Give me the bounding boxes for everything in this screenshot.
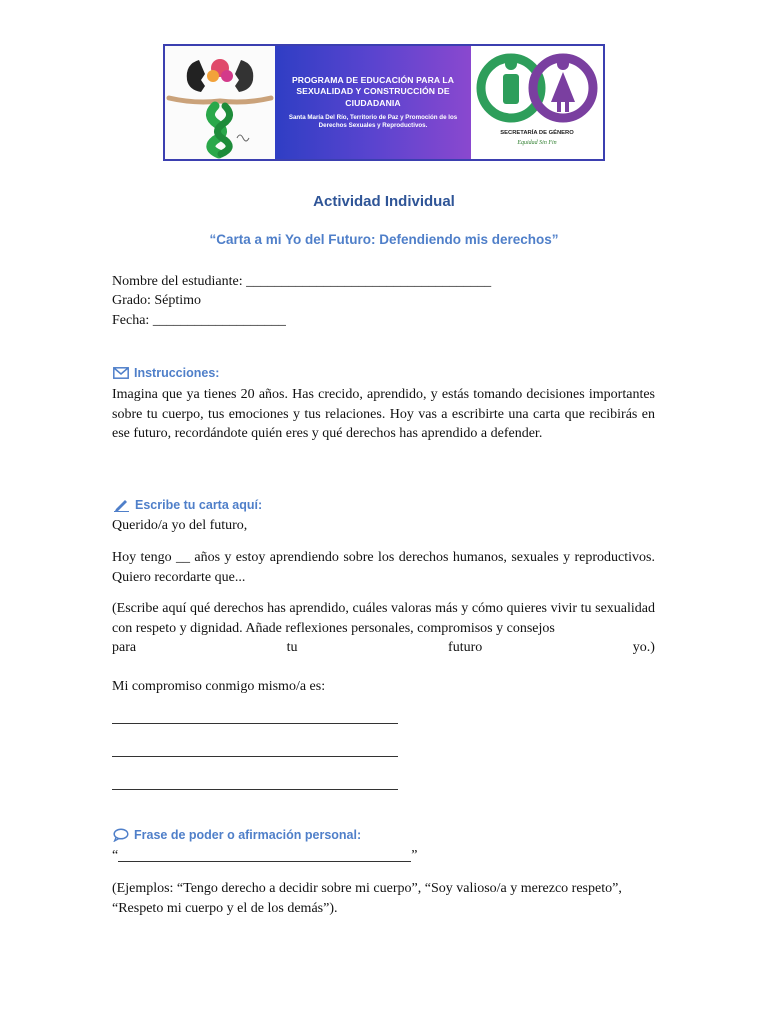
letter-greeting: Querido/a yo del futuro, <box>112 518 248 533</box>
letter-label: Escribe tu carta aquí: <box>135 497 263 512</box>
program-title-box <box>275 46 471 159</box>
profiles-illustration-icon <box>165 46 275 159</box>
instructions-label: Instrucciones: <box>134 366 220 380</box>
commitment-line-1[interactable] <box>112 723 398 724</box>
gender-equity-logo-icon <box>471 46 603 130</box>
commitment-line-3[interactable] <box>112 789 398 790</box>
instructions-text: Imagina que ya tienes 20 años. Has crecido, aprendido, y estás tomando decisiones importantes sobre tu cuerpo, tus emociones y tus relaciones. Hoy vas a escribirte una carta que recibirás en ese futuro, recordándote quién eres y qué derechos has aprendido a defender. <box>112 387 655 441</box>
word-para: para <box>112 640 137 655</box>
quote-open: “ <box>112 848 119 863</box>
commitment-line-2[interactable] <box>112 756 398 757</box>
letter-paragraph-2-last-line <box>112 638 655 658</box>
quote-close: ” <box>411 848 418 863</box>
equidad-label: Equidad Sin Fin <box>517 140 557 146</box>
affirmation-field <box>112 846 417 866</box>
student-name-field: Nombre del estudiante: ___________________________________ <box>112 274 492 289</box>
affirmation-examples: (Ejemplos: “Tengo derecho a decidir sobre mi cuerpo”, “Soy valioso/a y merezco respeto”, “Respeto mi cuerpo y el de los demás”). <box>112 881 622 916</box>
secretaria-label: SECRETARÍA DE GÉNERO <box>500 130 574 136</box>
program-subtitle: Santa María Del Río, Territorio de Paz y Promoción de los Derechos Sexuales y Reproductivos. <box>288 113 458 129</box>
envelope-icon <box>113 367 129 379</box>
word-futuro: futuro <box>448 640 483 655</box>
pen-writing-icon <box>113 497 130 512</box>
word-tu: tu <box>286 640 298 655</box>
letter-heading <box>113 497 262 512</box>
grade-field: Grado: Séptimo <box>112 293 202 308</box>
affirmation-heading <box>113 828 361 842</box>
date-field: Fecha: ___________________ <box>112 313 286 328</box>
page-subtitle: “Carta a mi Yo del Futuro: Defendiendo mis derechos” <box>209 232 559 247</box>
instructions-heading <box>113 366 219 380</box>
commitment-label: Mi compromiso conmigo mismo/a es: <box>112 679 326 694</box>
speech-bubble-icon <box>113 828 129 842</box>
affirmation-label: Frase de poder o afirmación personal: <box>134 828 362 842</box>
secretaria-logo <box>471 46 603 159</box>
letter-paragraph-1: Hoy tengo __ años y estoy aprendiendo sobre los derechos humanos, sexuales y reproductivos. Quiero recordarte que... <box>112 550 655 585</box>
program-illustration <box>165 46 275 159</box>
letter-paragraph-2: (Escribe aquí qué derechos has aprendido, cuáles valoras más y cómo quieres vivir tu sexualidad con respeto y dignidad. Añade reflexiones personales, compromisos y consejos <box>112 601 655 636</box>
program-title: PROGRAMA DE EDUCACIÓN PARA LA SEXUALIDAD Y CONSTRUCCIÓN DE CIUDADANIA <box>291 74 455 108</box>
affirmation-blank[interactable] <box>118 861 411 862</box>
page-title: Actividad Individual <box>313 193 455 210</box>
header-banner <box>163 44 605 161</box>
word-yo: yo.) <box>632 640 655 655</box>
